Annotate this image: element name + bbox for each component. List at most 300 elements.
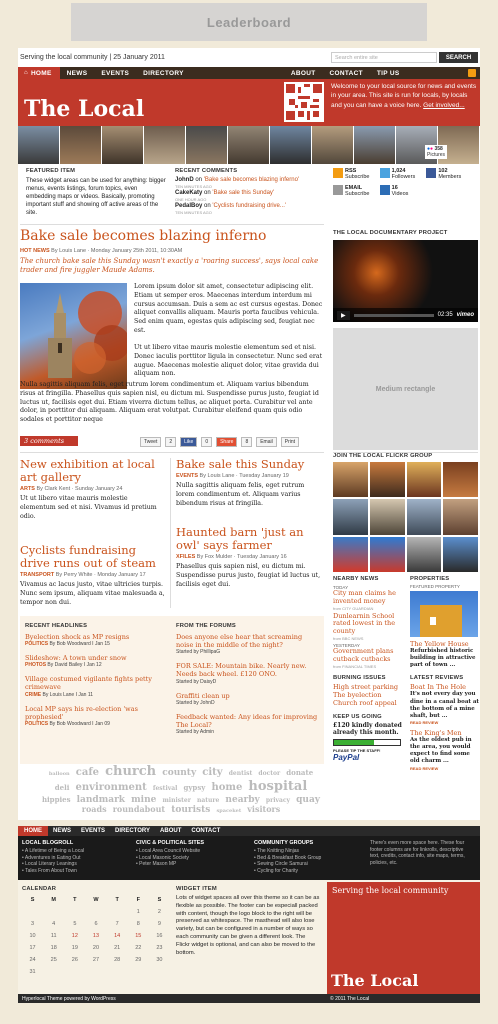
calendar-date[interactable]: 16 (156, 933, 163, 939)
play-icon[interactable]: ▶ (337, 311, 350, 320)
comment-on: on (204, 190, 211, 197)
social-label: 1,024 (391, 168, 406, 174)
share-bar (140, 437, 303, 447)
comment-link[interactable]: 'Bake sale becomes blazing inferno' (203, 177, 300, 183)
footer-link-text: Cycling for Charity (257, 867, 298, 874)
tweet-label: Tweet (144, 439, 158, 445)
footer-link-text: Bed & Breakfast Book Group (257, 854, 322, 861)
footer-link[interactable]: • Bed & Breakfast Book Group (254, 854, 322, 861)
footer-link[interactable]: • Local Area Council Website (136, 848, 201, 854)
welcome-message (331, 82, 478, 110)
footer-link[interactable]: • Cycling for Charity (254, 867, 298, 874)
flickr-photo[interactable] (370, 537, 405, 572)
comments-button[interactable]: 3 comments (20, 436, 78, 446)
footer-note: There's even more space here. These four footer columns are for linkrolls, descriptive text, credits, contact info, site maps, terms, policies, etc. (370, 840, 465, 866)
calendar-grid (22, 897, 170, 975)
footer-col-civic (136, 840, 236, 868)
footer-link-text: Local Literary Leanings (25, 861, 77, 867)
like-count: 0 (201, 437, 212, 447)
headline-category[interactable]: POLITICS (25, 720, 49, 727)
flickr-photo[interactable] (333, 499, 368, 534)
headline-category[interactable]: POLITICS (25, 641, 49, 648)
paypal-button[interactable]: PayPal (333, 752, 360, 762)
nav-home[interactable] (18, 67, 60, 79)
pictures-label: Pictures (427, 152, 446, 158)
article-excerpt: Vivamus ac lacus justo, vitae ultricies turpis. Nunc sem ipsum, aliquam vitae malesuada a, tempor non dui. (20, 581, 165, 607)
share-button[interactable]: Share (216, 437, 237, 447)
tag-link[interactable]: privacy (265, 796, 291, 804)
properties-widget (410, 576, 480, 771)
calendar-date (107, 909, 128, 915)
welcome-text: Welcome to your local source for news and events in your area. This site is run for locals, by locals and you can have a voice here. (331, 83, 477, 109)
comment-user: CakeKaty (175, 190, 203, 197)
headline-category[interactable]: PHOTOS (25, 662, 47, 669)
main-article-para-1: Lorem ipsum dolor sit amet, consectetur adipiscing elit. Etiam ut semper eros. Maecenas interdum interdum mi cursus accumsan. Duis a sem ac est cursus egestas. Donec aliquet convallis aliquam. Mauris porta faucibus vehicula. Sed enim quam, egestas quis adipiscing sed, feugiat nec est. (134, 283, 323, 335)
article-category[interactable]: TRANSPORT (20, 572, 55, 579)
article-category[interactable]: XFILES (176, 554, 196, 561)
calendar-date[interactable]: 1 (136, 909, 140, 915)
video-time: 02:35 (437, 312, 453, 318)
flickr-photo[interactable] (407, 537, 442, 572)
footer-nav-contact[interactable]: CONTACT (191, 828, 221, 834)
calendar-day-header: S (157, 897, 162, 903)
article-category[interactable]: EVENTS (176, 473, 199, 480)
dateline: Serving the local community | 25 January 2011 (20, 54, 165, 61)
calendar-date[interactable]: 11 (50, 933, 57, 939)
calendar-date[interactable]: 8 (136, 921, 140, 927)
twitter-icon (380, 168, 390, 178)
comment-on: on (204, 203, 211, 210)
social-links (333, 168, 473, 197)
nav-home-label: HOME (30, 69, 52, 77)
flickr-photo[interactable] (407, 499, 442, 534)
calendar-day-header: F (136, 897, 140, 903)
burning-issue-link[interactable]: Church roof appeal (333, 699, 397, 708)
tag-link[interactable]: landmark (76, 794, 126, 805)
article-byline: By Fox Mulder · Tuesday January 16 (196, 554, 287, 561)
divider (20, 224, 324, 225)
article-card (20, 458, 165, 522)
keep-us-going-title: KEEP US GOING (333, 713, 382, 720)
tag-link[interactable]: hippies (41, 794, 71, 804)
article-byline: By Perry White · Monday January 17 (55, 572, 146, 579)
tag-link[interactable]: festival (152, 784, 178, 792)
footer-brand-tagline: Serving the local community (332, 886, 449, 895)
headline-meta: By Bob Woodward I Jan 15 (49, 641, 110, 648)
calendar-date[interactable]: 30 (156, 957, 163, 963)
tag-link[interactable]: tourists (171, 805, 211, 816)
footer-nav-events[interactable]: EVENTS (81, 828, 106, 834)
latest-reviews-title: LATEST REVIEWS (410, 675, 464, 682)
comment-item[interactable] (175, 202, 325, 215)
forum-link[interactable]: FOR SALE: Mountain bike. Nearly new. Needs back wheel. £120 ONO. (176, 662, 307, 679)
calendar-date[interactable]: 21 (114, 945, 121, 951)
tag-link[interactable]: church (105, 764, 157, 779)
calendar-date (85, 909, 106, 915)
article-title[interactable]: New exhibition at local art gallery (20, 457, 155, 485)
article-category[interactable]: HOT NEWS (20, 248, 50, 254)
main-article-para-2: Ut ut libero vitae mauris molestie elementum sed et nisi. Donec iaculis porttitor ligula in consectetur. Nunc sed erat augue. Maecenas molestie aliquet dolor, vitae gravida dui aliquam non. (134, 344, 323, 378)
headline-category[interactable]: CRIME (25, 691, 42, 698)
search-input[interactable]: Search entire site (331, 52, 437, 63)
calendar-date[interactable]: 28 (114, 957, 121, 963)
footer-link-text: Tales From About Town (25, 867, 77, 874)
property-photo[interactable] (410, 591, 478, 637)
nav-news[interactable]: NEWS (66, 69, 88, 77)
footer-link[interactable]: • Peter Mason MP (136, 861, 177, 867)
video-player[interactable] (333, 240, 478, 322)
calendar-date[interactable]: 3 (31, 921, 35, 927)
flickr-photo[interactable] (443, 537, 478, 572)
calendar-day-header: S (30, 897, 35, 903)
recent-headlines (25, 623, 165, 734)
comment-item[interactable] (175, 189, 325, 202)
property-text: Refurbished historic building in attractive part of town ... (410, 648, 476, 669)
flickr-photo[interactable] (443, 462, 478, 497)
tag-link[interactable]: deli (54, 782, 70, 792)
review-title[interactable]: Boat In The Hole (410, 683, 467, 692)
calendar-date[interactable]: 4 (52, 921, 56, 927)
tweet-button[interactable] (140, 437, 161, 447)
calendar-date[interactable]: 14 (114, 933, 121, 939)
social-label: RSS (345, 168, 357, 174)
flickr-pictures-badge[interactable] (425, 145, 447, 159)
calendar-date[interactable]: 19 (71, 945, 78, 951)
email-button[interactable]: Email (256, 437, 277, 447)
qr-code-icon (284, 82, 324, 122)
flickr-photo[interactable] (333, 462, 368, 497)
social-youtube[interactable] (380, 185, 427, 197)
nearby-source: from CITY GUARDIAN (333, 605, 374, 611)
flickr-photo[interactable] (333, 537, 368, 572)
footer-link[interactable]: • Local Masonic Society (136, 854, 189, 861)
forum-meta: Started by PhillipaG (176, 649, 221, 656)
widget-item (176, 886, 320, 958)
featured-item-title: FEATURED ITEM (26, 168, 76, 174)
tag-link[interactable]: roads (81, 804, 107, 815)
tag-link[interactable]: balloon (48, 771, 70, 777)
read-review-link[interactable]: READ REVIEW (410, 719, 439, 725)
calendar-date[interactable]: 17 (29, 945, 36, 951)
tag-link[interactable]: roundabout (112, 804, 166, 815)
property-name[interactable]: The Yellow House (410, 640, 469, 648)
social-label: 102 (438, 168, 448, 174)
calendar-date[interactable]: 24 (29, 957, 36, 963)
rss-icon (333, 168, 343, 178)
facebook-icon (426, 168, 436, 178)
calendar-date[interactable]: 9 (157, 921, 161, 927)
vimeo-logo: vimeo (456, 312, 474, 318)
article-excerpt: Ut ut libero vitae mauris molestie elementum sed et nisi. Vivamus id pretium odio. (20, 495, 157, 521)
footer-col-title: CIVIC & POLITICAL SITES (136, 840, 205, 846)
footer-link[interactable]: • Tales From About Town (22, 867, 77, 874)
flickr-title (333, 453, 432, 459)
nearby-link[interactable]: Dunlearnin School rated lowest in the county (333, 611, 396, 636)
social-sub: Subscribe (345, 174, 370, 180)
tweet-count: 2 (165, 437, 176, 447)
social-sub: Subscribe (345, 191, 370, 197)
headline-link[interactable]: Village costumed vigilante fights petty crimewave (25, 675, 152, 692)
flickr-photo[interactable] (370, 499, 405, 534)
main-article-meta (20, 248, 182, 254)
tag-link[interactable]: dentist (228, 770, 253, 777)
calendar-title: CALENDAR (22, 886, 57, 892)
headline-link[interactable]: Local MP says his re-election 'was prophesied' (25, 704, 138, 721)
footer-link[interactable]: • Local Literary Leanings (22, 861, 77, 867)
forum-meta: Started by DaisyD (176, 678, 217, 685)
article-title[interactable]: Bake sale this Sunday (176, 457, 305, 471)
footer-link-text: Local Area Council Website (139, 848, 201, 854)
footer-link[interactable]: • A Lifetime of Being a Local (22, 848, 85, 854)
social-label: 16 (391, 185, 398, 191)
featured-item-widget (26, 168, 166, 217)
footer-link[interactable]: • The Knitting Ninjas (254, 848, 300, 854)
tag-link[interactable]: home (211, 781, 243, 793)
nearby-when: TODAY (333, 585, 349, 590)
article-excerpt: Phasellus quis sapien nisl, eu dictum mi. Suspendisse purus justo, feugiat id luctus ut, facilisis eget dui. (176, 563, 321, 589)
main-article-lede: The church bake sale this Sunday wasn't exactly a 'roaring success', says local cake trader and fire juggler Maude Adams. (20, 257, 319, 275)
forum-link[interactable]: Graffiti clean up (176, 691, 230, 700)
comment-time: TEN MINUTES AGO (175, 184, 212, 190)
comment-link[interactable]: 'Bake sale this Sunday' (212, 190, 275, 197)
footer-col-community (254, 840, 354, 874)
comment-time: TEN MINUTES AGO (175, 210, 212, 216)
recent-comments-title: RECENT COMMENTS (175, 168, 238, 174)
footer-link-text: Peter Mason MP (139, 861, 177, 867)
article-card (176, 458, 324, 509)
properties-title: PROPERTIES (410, 576, 450, 582)
review-title[interactable]: The King's Men (410, 728, 462, 737)
article-card (20, 544, 165, 608)
leaderboard-ad: Leaderboard (71, 3, 427, 41)
nav-about[interactable]: ABOUT (290, 69, 316, 77)
calendar-date[interactable]: 2 (157, 909, 161, 915)
social-sub: Videos (391, 191, 409, 197)
article-title[interactable]: Haunted barn 'just an owl' says farmer (176, 525, 304, 553)
calendar-day-header: T (73, 897, 77, 903)
calendar-date[interactable]: 7 (115, 921, 119, 927)
site-logo[interactable]: The Local (24, 96, 145, 122)
forum-link[interactable]: Feedback wanted: Any ideas for improving The Local? (176, 712, 318, 729)
get-involved-link[interactable]: Get involved... (423, 101, 465, 109)
forum-meta: Started by Admin (176, 728, 215, 735)
article-byline: By Louis Lane · Tuesday January 19 (199, 473, 289, 480)
calendar-date[interactable]: 18 (50, 945, 57, 951)
nearby-link[interactable]: Government plans cutback cutbacks (333, 646, 394, 663)
nav-events[interactable]: EVENTS (101, 69, 130, 77)
calendar-date[interactable]: 26 (71, 957, 78, 963)
search-button[interactable]: SEARCH (439, 52, 478, 63)
calendar-date[interactable]: 20 (92, 945, 100, 951)
footer-link[interactable]: • Adventures in Eating Out (22, 854, 81, 861)
forums-title: FROM THE FORUMS (176, 623, 236, 629)
footer-col-blogroll (22, 840, 122, 874)
tag-link[interactable]: doctor (258, 770, 281, 777)
calendar-date[interactable]: 10 (29, 933, 36, 939)
tag-link[interactable]: hospital (248, 778, 308, 794)
review-text: As the oldest pub in the area, you would expect to find some old charm ... (410, 736, 472, 765)
tag-link[interactable]: mine (131, 794, 157, 805)
burning-issues-title: BURNING ISSUES (333, 674, 386, 681)
footer-brand (327, 882, 480, 994)
tag-link[interactable]: nearby (225, 794, 260, 805)
widget-item-title: WIDGET ITEM (176, 886, 217, 892)
flickr-icon: ● (427, 146, 431, 152)
review-text: It's not every day you dine in a canal boat at the bottom of a mine shaft, but ... (410, 691, 479, 719)
tag-link[interactable]: visitors (247, 804, 281, 815)
footer-nav-home[interactable]: HOME (18, 826, 48, 836)
footer-nav-directory[interactable]: DIRECTORY (115, 828, 151, 834)
nearby-news (333, 576, 403, 762)
recent-comments-widget (175, 168, 325, 215)
footer-col-note (370, 840, 474, 866)
footer-link-text: Adventures in Eating Out (24, 854, 81, 861)
headline-link[interactable]: Slideshow: A town under snow (25, 654, 127, 663)
tag-link[interactable]: spaceket (216, 808, 242, 815)
calendar-date[interactable]: 23 (156, 945, 163, 951)
footer-brand-logo[interactable]: The Local (331, 971, 419, 990)
article-title[interactable]: Cyclists fundraising drive runs out of steam (20, 543, 156, 571)
read-review-link[interactable]: READ REVIEW (410, 765, 439, 771)
calendar-date[interactable]: 13 (92, 933, 100, 939)
footer-link[interactable]: • Sewing Circle Samurai (254, 861, 308, 867)
article-byline: By Clark Kent · Sunday January 24 (36, 486, 123, 493)
main-article-title[interactable]: Bake sale becomes blazing inferno (20, 228, 267, 244)
featured-property-label: FEATURED PROPERTY (410, 584, 460, 589)
tag-link[interactable]: donate (286, 768, 314, 777)
social-sub: Members (438, 174, 462, 180)
article-card (176, 526, 324, 590)
main-nav (18, 67, 480, 79)
calendar-day-header: W (93, 897, 99, 903)
burning-issue-link[interactable]: High street parking (333, 682, 399, 691)
donation-progress (333, 739, 401, 746)
medium-rectangle-ad: Medium rectangle (333, 328, 478, 450)
comment-user: PedalBoy (175, 203, 203, 210)
calendar-date[interactable]: 29 (135, 957, 142, 963)
social-label: EMAIL (345, 185, 363, 191)
social-email[interactable] (333, 185, 380, 197)
calendar-date (43, 909, 64, 915)
email-icon (333, 185, 343, 195)
calendar-date (22, 909, 43, 915)
documentary-title: THE LOCAL DOCUMENTARY PROJECT (333, 230, 448, 236)
footer-nav-news[interactable]: NEWS (53, 828, 71, 834)
nearby-link[interactable]: City man claims he invented money (333, 589, 396, 605)
print-button[interactable]: Print (281, 437, 299, 447)
comment-item[interactable] (175, 176, 325, 189)
article-byline: By Louis Lane · Monday January 25th 2011, 10:30AM (51, 248, 183, 254)
tag-link[interactable]: cafe (75, 767, 99, 778)
headline-meta: By Bob Woodward I Jan 09 (49, 720, 110, 727)
documentary-widget (333, 230, 478, 322)
rss-icon[interactable] (468, 69, 476, 77)
headline-link[interactable]: Byelection shock as MP resigns (25, 633, 130, 641)
footer-link-text: Local Masonic Society (139, 854, 189, 861)
flickr-photo[interactable] (370, 462, 405, 497)
calendar-date[interactable]: 22 (135, 945, 142, 951)
nearby-when: YESTERDAY (333, 642, 360, 648)
tag-link[interactable]: quay (296, 794, 321, 805)
tag-link[interactable]: city (202, 767, 223, 778)
powered-by[interactable]: Hyperlocal Theme powered by WordPress (22, 996, 116, 1002)
social-rss[interactable] (333, 168, 380, 180)
social-twitter[interactable] (380, 168, 427, 180)
social-facebook[interactable] (426, 168, 473, 180)
share-count: 8 (241, 437, 252, 447)
footer-nav-about[interactable]: ABOUT (160, 828, 182, 834)
calendar-date[interactable]: 6 (94, 921, 98, 927)
forum-meta: Started by JohnD (176, 699, 215, 706)
burning-issue-link[interactable]: The byelection (333, 691, 382, 700)
pictures-count: 358 (434, 146, 443, 152)
footer-link-text: Sewing Circle Samurai (257, 861, 308, 867)
footer-link-text: The Knitting Ninjas (257, 848, 300, 854)
nearby-source: from FINANCIAL TIMES (333, 663, 377, 669)
flickr-photo[interactable] (443, 499, 478, 534)
recent-headlines-title: RECENT HEADLINES (25, 623, 88, 629)
like-button[interactable]: Like (180, 437, 197, 447)
nav-contact[interactable]: CONTACT (329, 69, 363, 77)
tag-link[interactable]: nature (196, 796, 220, 804)
nav-directory[interactable]: DIRECTORY (143, 69, 184, 77)
divider (20, 452, 324, 453)
forum-link[interactable]: Does anyone else hear that screaming noise in the middle of the night? (176, 633, 303, 650)
calendar-date[interactable]: 12 (71, 933, 78, 939)
social-sub: Followers (391, 174, 416, 180)
youtube-icon (380, 185, 390, 195)
tag-link[interactable]: environment (75, 781, 147, 793)
copyright: © 2011 The Local (330, 996, 370, 1002)
tag-link[interactable]: minister (162, 796, 191, 804)
footer-col-title: COMMUNITY GROUPS (254, 840, 314, 846)
calendar-day-header: T (115, 897, 119, 903)
tag-link[interactable]: county (162, 768, 197, 778)
headline-meta: By David Bailey I Jan 12 (47, 662, 102, 669)
headline-meta: By Louis Lane I Jan 11 (42, 691, 94, 698)
nav-tip-us[interactable]: TIP US (376, 69, 400, 77)
forum-topics (176, 623, 320, 742)
calendar-date (64, 909, 85, 915)
donation-text: £120 kindly donated already this month. (333, 721, 402, 737)
footer-columns (18, 836, 480, 880)
comment-time: ONE HOUR AGO (175, 197, 207, 203)
flickr-group-title[interactable]: JOIN THE LOCAL FLICKR GROUP (333, 453, 433, 459)
nearby-news-title: NEARBY NEWS (333, 576, 379, 582)
tag-link[interactable]: gypsy (183, 782, 206, 792)
flickr-icon-2: ● (430, 146, 434, 152)
flickr-photo[interactable] (407, 462, 442, 497)
calendar-date[interactable]: 31 (29, 969, 36, 975)
calendar-date[interactable]: 25 (50, 957, 57, 963)
video-progress[interactable] (354, 314, 434, 317)
calendar-date[interactable]: 15 (135, 933, 142, 939)
footer-nav (18, 826, 480, 836)
comment-link[interactable]: 'Cyclists fundraising drive...' (212, 203, 287, 210)
article-excerpt: Nulla sagittis aliquam felis, eget rutrum lorem condimentum et. Aliquam varius bibendum risus at fringilla. (176, 482, 305, 507)
comment-user: JohnD (175, 177, 194, 183)
calendar-date[interactable]: 27 (92, 957, 100, 963)
tag-cloud (38, 765, 324, 816)
main-article-para-3: Nulla sagittis aliquam felis, eget rutrum lorem condimentum et. Aliquam varius bibendum risus at fringilla. Phasellus quis sapien nisl, eu dictum mi. Suspendisse purus justo, feugiat id luctus ut, facilisis eget dui. Etiam viverra dictum tellus, ac aliquet porta. Curabitur vel ante dolor, in porttitor dui aliquam. Aliquam erat volutpat. Curabitur eleifend quam quis odio sodales et porttitor neque (20, 381, 319, 424)
article-category[interactable]: ARTS (20, 486, 35, 493)
church-photo[interactable] (20, 283, 127, 389)
calendar-date[interactable]: 5 (73, 921, 77, 927)
photo-strip (18, 126, 480, 164)
home-icon: ⌂ (24, 70, 28, 76)
calendar-widget (22, 886, 170, 992)
calendar-day-header: M (51, 897, 56, 903)
